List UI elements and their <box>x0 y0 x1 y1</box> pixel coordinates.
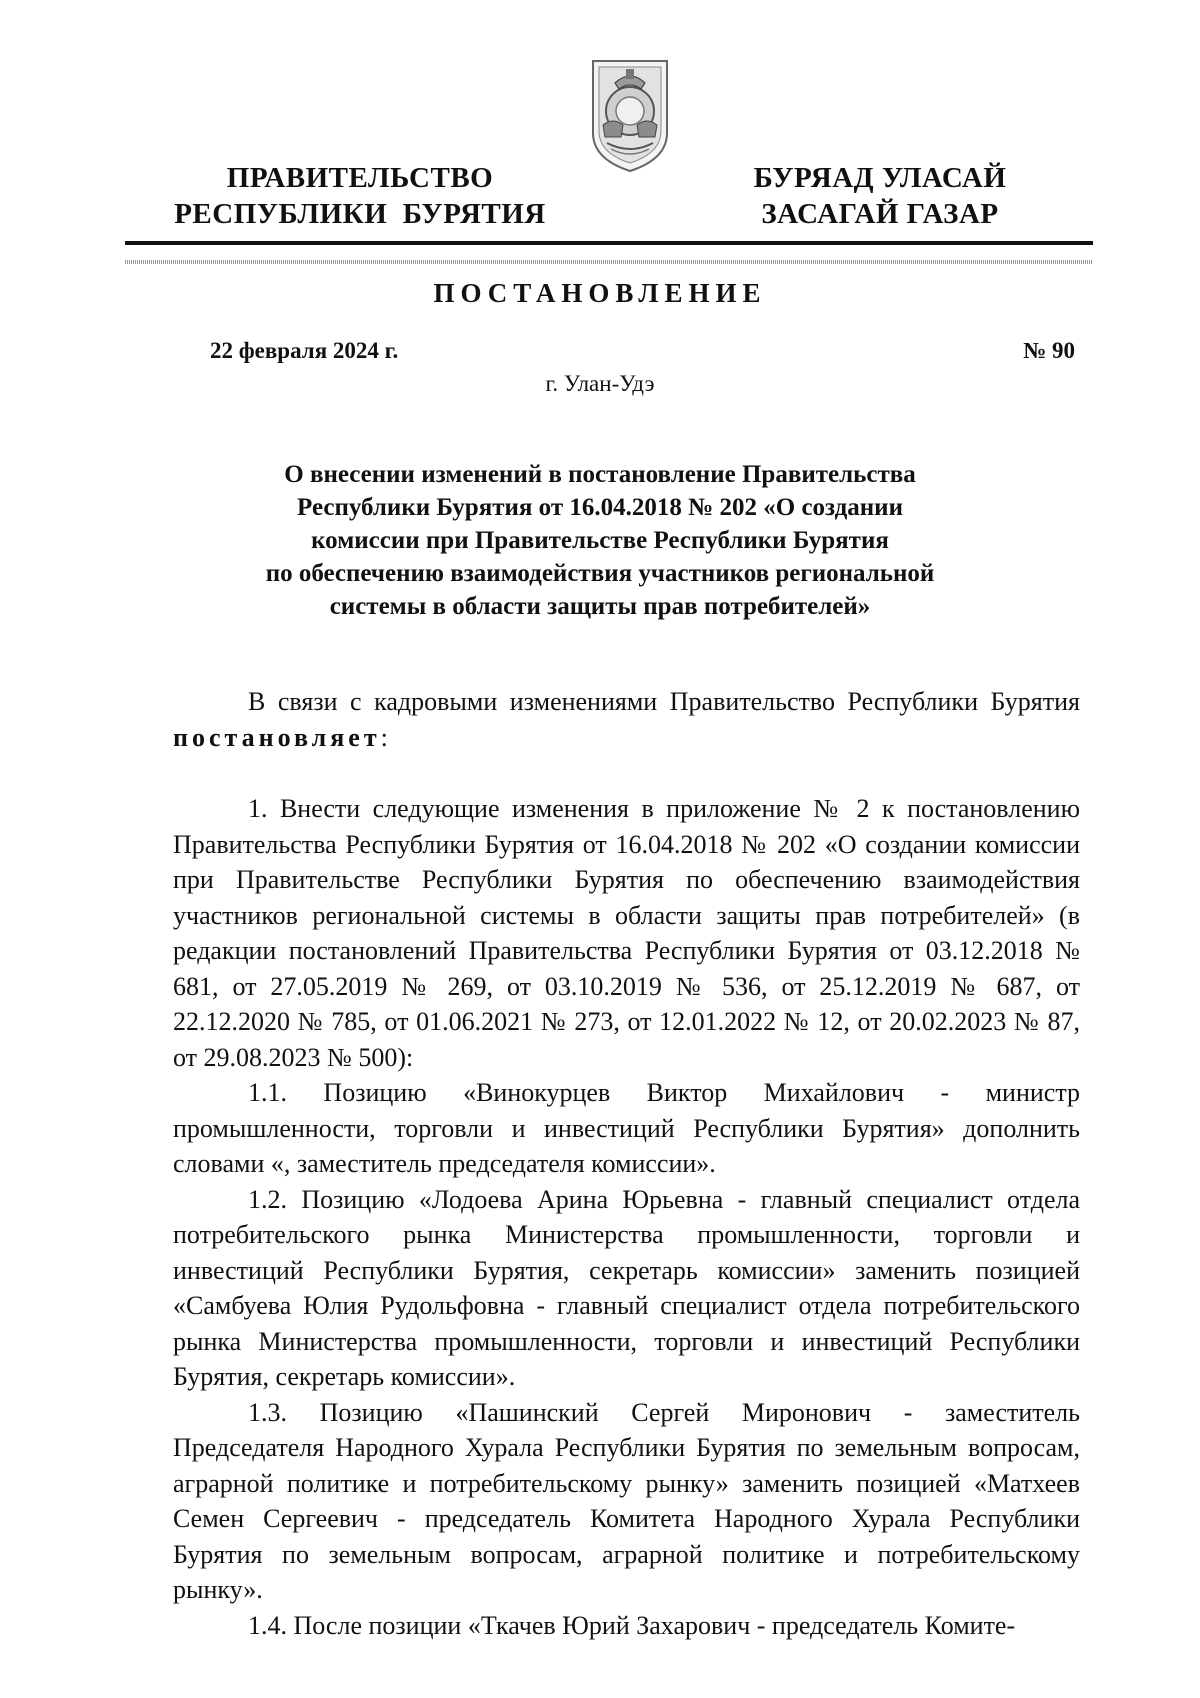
header-divider-thick <box>125 241 1093 245</box>
document-city: г. Улан-Удэ <box>545 371 655 396</box>
government-name-russian-line1: ПРАВИТЕЛЬСТВО <box>226 162 494 194</box>
preamble-keyword: постановляет <box>173 722 381 752</box>
government-name-buryat <box>690 160 1070 232</box>
preamble-text: В связи с кадровыми изменениями Правительство Республики Бурятия <box>248 687 1080 716</box>
document-title-line: комиссии при Правительстве Республики Бурятия <box>311 527 889 554</box>
preamble-end: : <box>380 722 388 752</box>
body-paragraph: 1.4. После позиции «Ткачев Юрий Захарович - председатель Комите- <box>248 1610 1016 1640</box>
document-date: 22 февраля 2024 г. <box>210 338 399 363</box>
document-title-line: Республики Бурятия от 16.04.2018 № 202 «О создании <box>297 494 903 521</box>
document-body <box>173 684 1080 1643</box>
document-title-line: системы в области защиты прав потребителей» <box>329 593 871 620</box>
preamble-paragraph <box>173 684 1080 755</box>
body-paragraph: 1.1. Позицию «Винокурцев Виктор Михайлович - министр промышленности, торговли и инвестиций Республики Бурятия» дополнить словами «, заместитель председателя комиссии». <box>173 1078 1080 1178</box>
body-paragraph: 1.2. Позицию «Лодоева Арина Юрьевна - главный специалист отдела потребительского рынка Министерства промышленности, торговли и инвестиций Республики Бурятия, секретарь комиссии» заменить позицией «Самбуева Юлия Рудольфовна - главный специалист отдела потребительского рынка Министерства промышленности, торговли и инвестиций Республики Бурятия, секретарь комиссии». <box>173 1184 1080 1391</box>
document-number: № 90 <box>1023 338 1075 363</box>
government-name-buryat-line2: ЗАСАГАЙ ГАЗАР <box>761 198 999 230</box>
body-paragraph: 1. Внести следующие изменения в приложение № 2 к постановлению Правительства Республики Бурятия от 16.04.2018 № 202 «О создании комиссии при Правительстве Республики Бурятия по обеспечению взаимодействия участников региональной системы в области защиты прав потребителей» (в редакции постановлений Правительства Республики Бурятия от 03.12.2018 № 681, от 27.05.2019 № 269, от 03.10.2019 № 536, от 25.12.2019 № 687, от 22.12.2020 № 785, от 01.06.2021 № 273, от 12.01.2022 № 12, от 20.02.2023 № 87, от 29.08.2023 № 500): <box>173 794 1080 1072</box>
document-title-line: О внесении изменений в постановление Правительства <box>284 461 916 488</box>
government-name-russian <box>140 160 580 232</box>
government-name-russian-line2: РЕСПУБЛИКИ БУРЯТИЯ <box>174 198 546 230</box>
document-title-line: по обеспечению взаимодействия участников региональной <box>265 560 935 587</box>
body-paragraph: 1.3. Позицию «Пашинский Сергей Миронович - заместитель Председателя Народного Хурала Республики Бурятия по земельным вопросам, аграрной политике и потребительскому рынку» заменить позицией «Матхеев Семен Сергеевич - председатель Комитета Народного Хурала Республики Бурятия по земельным вопросам, аграрной политике и потребительскому рынку». <box>173 1397 1080 1604</box>
document-title <box>190 458 1010 623</box>
coat-of-arms-icon <box>585 55 675 175</box>
government-name-buryat-line1: БУРЯАД УЛАСАЙ <box>753 162 1007 194</box>
document-kind: ПОСТАНОВЛЕНИЕ <box>433 278 767 308</box>
header-divider-thin <box>125 260 1093 264</box>
